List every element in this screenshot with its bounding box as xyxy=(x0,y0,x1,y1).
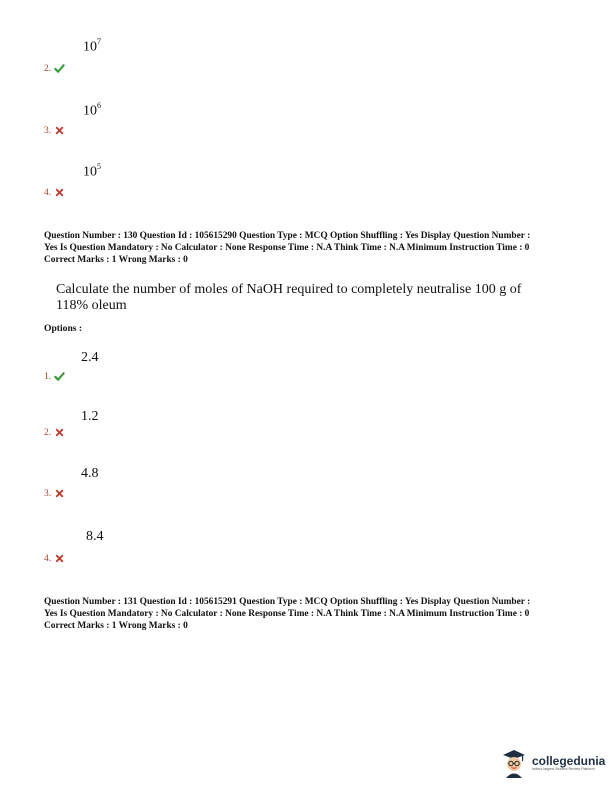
graduate-mascot-icon xyxy=(500,747,528,779)
prev-option-4-value: $10^5$ xyxy=(83,162,101,180)
correct-check-icon xyxy=(54,63,65,74)
question-130-text: Calculate the number of moles of NaOH required to completely neutralise 100 g of 118% oleum xyxy=(56,282,522,313)
option-2-value: 1.2 xyxy=(81,409,99,424)
option-4-number: 4. xyxy=(44,553,65,564)
prev-option-3-value: $10^6$ xyxy=(83,101,101,119)
wrong-cross-icon xyxy=(54,427,65,438)
prev-option-3-number: 3. xyxy=(44,125,65,136)
meta-line: Yes Is Question Mandatory : No Calculator : None Response Time : N.A Think Time : N.A Minimum Instruction Time : 0 xyxy=(44,243,530,253)
option-3-value: 4.8 xyxy=(81,466,99,481)
option-2-number: 2. xyxy=(44,427,65,438)
wrong-cross-icon xyxy=(54,187,65,198)
prev-option-2-value: $10^7$ xyxy=(83,37,101,55)
logo-tagline: India's largest Student Review Platform xyxy=(532,766,595,771)
meta-line: Yes Is Question Mandatory : No Calculator : None Response Time : N.A Think Time : N.A Minimum Instruction Time : 0 xyxy=(44,609,530,619)
meta-line: Correct Marks : 1 Wrong Marks : 0 xyxy=(44,255,188,265)
logo-name: collegedunia xyxy=(532,753,606,768)
option-3-number: 3. xyxy=(44,488,65,499)
wrong-cross-icon xyxy=(54,553,65,564)
meta-line: Question Number : 130 Question Id : 105615290 Question Type : MCQ Option Shuffling : Yes Display Question Number : xyxy=(44,231,531,241)
wrong-cross-icon xyxy=(54,488,65,499)
collegedunia-logo[interactable] xyxy=(500,747,605,779)
meta-line: Question Number : 131 Question Id : 105615291 Question Type : MCQ Option Shuffling : Yes Display Question Number : xyxy=(44,597,531,607)
options-label: Options : xyxy=(44,323,83,334)
prev-option-2-number: 2. xyxy=(44,63,65,74)
option-1-number: 1. xyxy=(44,371,65,382)
question-131-meta xyxy=(44,596,584,632)
prev-option-4-number: 4. xyxy=(44,187,65,198)
option-1-value: 2.4 xyxy=(81,350,99,365)
meta-line: Correct Marks : 1 Wrong Marks : 0 xyxy=(44,621,188,631)
option-4-value: 8.4 xyxy=(86,529,104,544)
wrong-cross-icon xyxy=(54,125,65,136)
correct-check-icon xyxy=(54,371,65,382)
question-130-meta xyxy=(44,230,584,266)
